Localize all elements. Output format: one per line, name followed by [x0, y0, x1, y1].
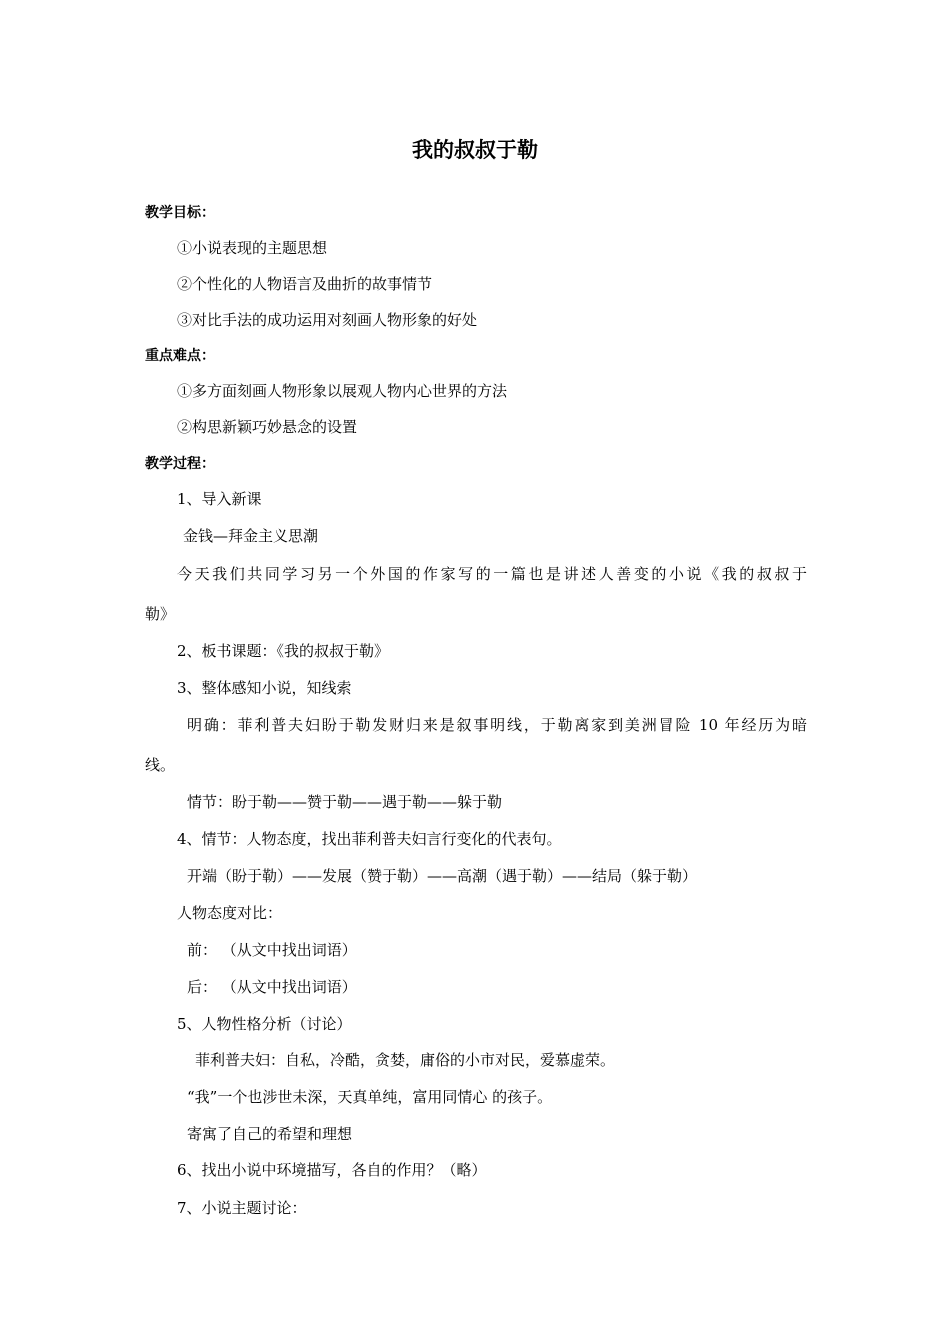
- process-line: 寄寓了自己的希望和理想: [187, 1125, 353, 1143]
- objective-item: ③对比手法的成功运用对刻画人物形象的好处: [177, 311, 478, 329]
- key-points-heading: 重点难点：: [145, 348, 215, 364]
- process-line: 情节：盼于勒——赞于勒——遇于勒——躲于勒: [187, 793, 503, 811]
- process-line: 5、人物性格分析（讨论）: [177, 1015, 352, 1033]
- process-line: 线。: [145, 756, 176, 774]
- process-line: 6、找出小说中环境描写，各自的作用？（略）: [177, 1161, 487, 1179]
- process-line: 今天我们共同学习另一个外国的作家写的一篇也是讲述人善变的小说《我的叔叔于: [177, 565, 807, 583]
- process-line: 开端（盼于勒）——发展（赞于勒）——高潮（遇于勒）——结局（躲于勒）: [187, 867, 698, 885]
- process-line: 1、导入新课: [177, 490, 262, 508]
- process-line: “我”一个也涉世未深，天真单纯，富用同情心 的孩子。: [187, 1088, 553, 1106]
- process-line: 勒》: [145, 605, 176, 623]
- process-line: 人物态度对比：: [177, 904, 283, 922]
- process-line: 2、板书课题：《我的叔叔于勒》: [177, 642, 390, 660]
- objective-item: ②个性化的人物语言及曲折的故事情节: [177, 275, 433, 293]
- process-line: 明确：菲利普夫妇盼于勒发财归来是叙事明线，于勒离家到美洲冒险 10 年经历为暗: [187, 716, 807, 734]
- process-line: 后： （从文中找出词语）: [187, 978, 357, 996]
- process-line: 4、情节：人物态度，找出菲利普夫妇言行变化的代表句。: [177, 830, 562, 848]
- process-heading: 教学过程：: [145, 456, 215, 472]
- objectives-heading: 教学目标：: [145, 205, 215, 221]
- key-point-item: ②构思新颖巧妙悬念的设置: [177, 418, 358, 436]
- process-line: 3、整体感知小说，知线索: [177, 679, 352, 697]
- process-line: 金钱—拜金主义思潮: [183, 527, 319, 545]
- objective-item: ①小说表现的主题思想: [177, 239, 328, 257]
- document-title: 我的叔叔于勒: [412, 138, 538, 162]
- process-line: 前： （从文中找出词语）: [187, 941, 357, 959]
- process-line: 菲利普夫妇：自私，冷酷，贪婪，庸俗的小市对民，爱慕虚荣。: [195, 1051, 616, 1069]
- process-line: 7、小说主题讨论：: [177, 1199, 307, 1217]
- key-point-item: ①多方面刻画人物形象以展观人物内心世界的方法: [177, 382, 508, 400]
